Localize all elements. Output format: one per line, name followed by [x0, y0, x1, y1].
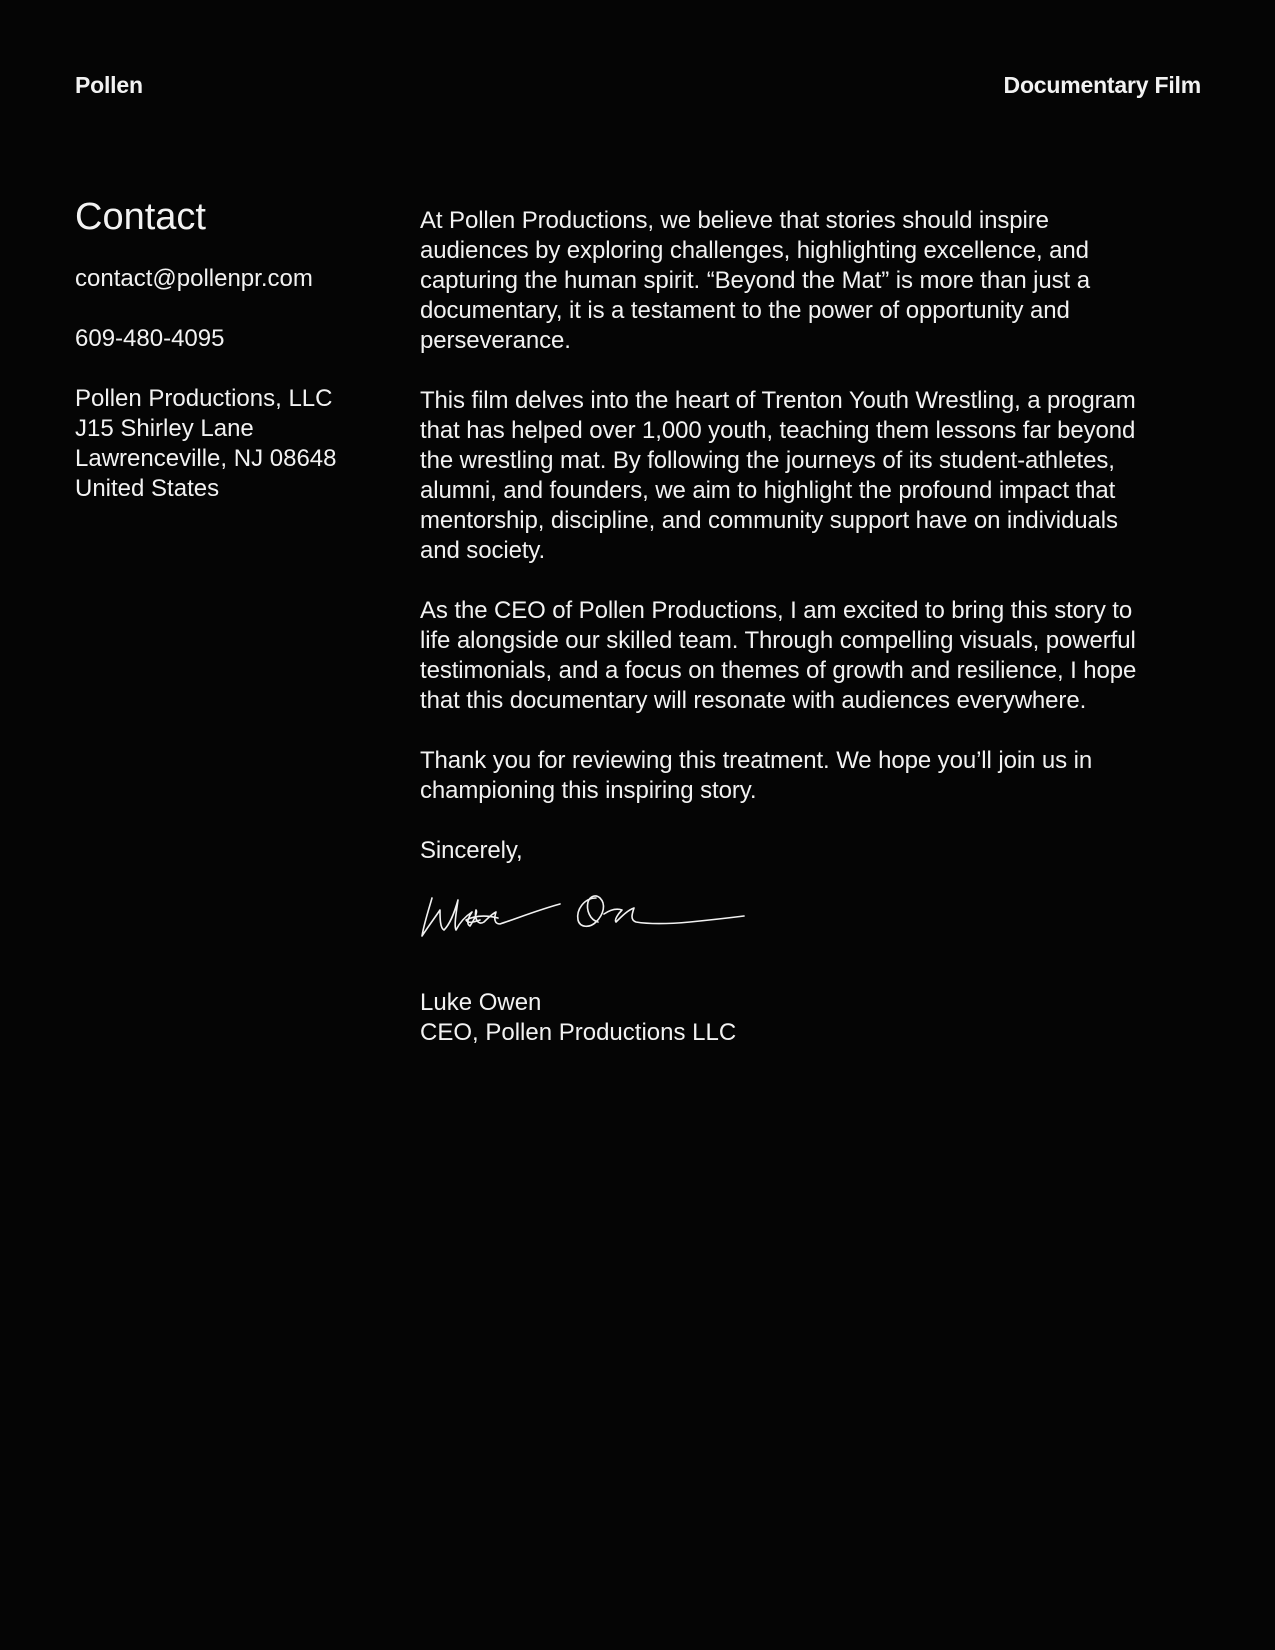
letter-paragraph-2: This film delves into the heart of Trenton Youth Wrestling, a program that has helped over 1,000 youth, teaching them lessons far beyond the wrestling mat. By following the journeys of its student-athletes, alumni, and founders, we aim to highlight the profound impact that mentorship, discipline, and community support have on individuals and society. [420, 387, 1136, 564]
address-line-street: J15 Shirley Lane [75, 415, 254, 442]
letter-paragraph-4: Thank you for reviewing this treatment. We hope you’ll join us in championing this inspiring story. [420, 747, 1093, 804]
address-line-country: United States [75, 475, 220, 502]
letter-paragraph-1: At Pollen Productions, we believe that stories should inspire audiences by exploring challenges, highlighting excellence, and capturing the human spirit. “Beyond the Mat” is more than just a documentary, it is a testament to the power of opportunity and perseverance. [420, 207, 1090, 354]
signer-title: CEO, Pollen Productions LLC [420, 1019, 737, 1046]
contact-title: Contact [75, 196, 206, 238]
contact-phone[interactable]: 609-480-4095 [75, 325, 225, 352]
signature-image [418, 884, 748, 948]
document-category: Documentary Film [1003, 72, 1201, 98]
contact-email[interactable]: contact@pollenpr.com [75, 265, 313, 292]
brand-name: Pollen [75, 72, 143, 98]
letter-closing: Sincerely, [420, 837, 523, 864]
signer-name: Luke Owen [420, 989, 542, 1016]
contact-section [75, 194, 395, 504]
letter-body [420, 206, 1140, 1048]
address-line-company: Pollen Productions, LLC [75, 385, 333, 412]
letter-paragraph-3: As the CEO of Pollen Productions, I am excited to bring this story to life alongside our skilled team. Through compelling visuals, powerful testimonials, and a focus on themes of growth and resilience, I hope that this documentary will resonate with audiences everywhere. [420, 597, 1137, 714]
address-line-city: Lawrenceville, NJ 08648 [75, 445, 337, 472]
